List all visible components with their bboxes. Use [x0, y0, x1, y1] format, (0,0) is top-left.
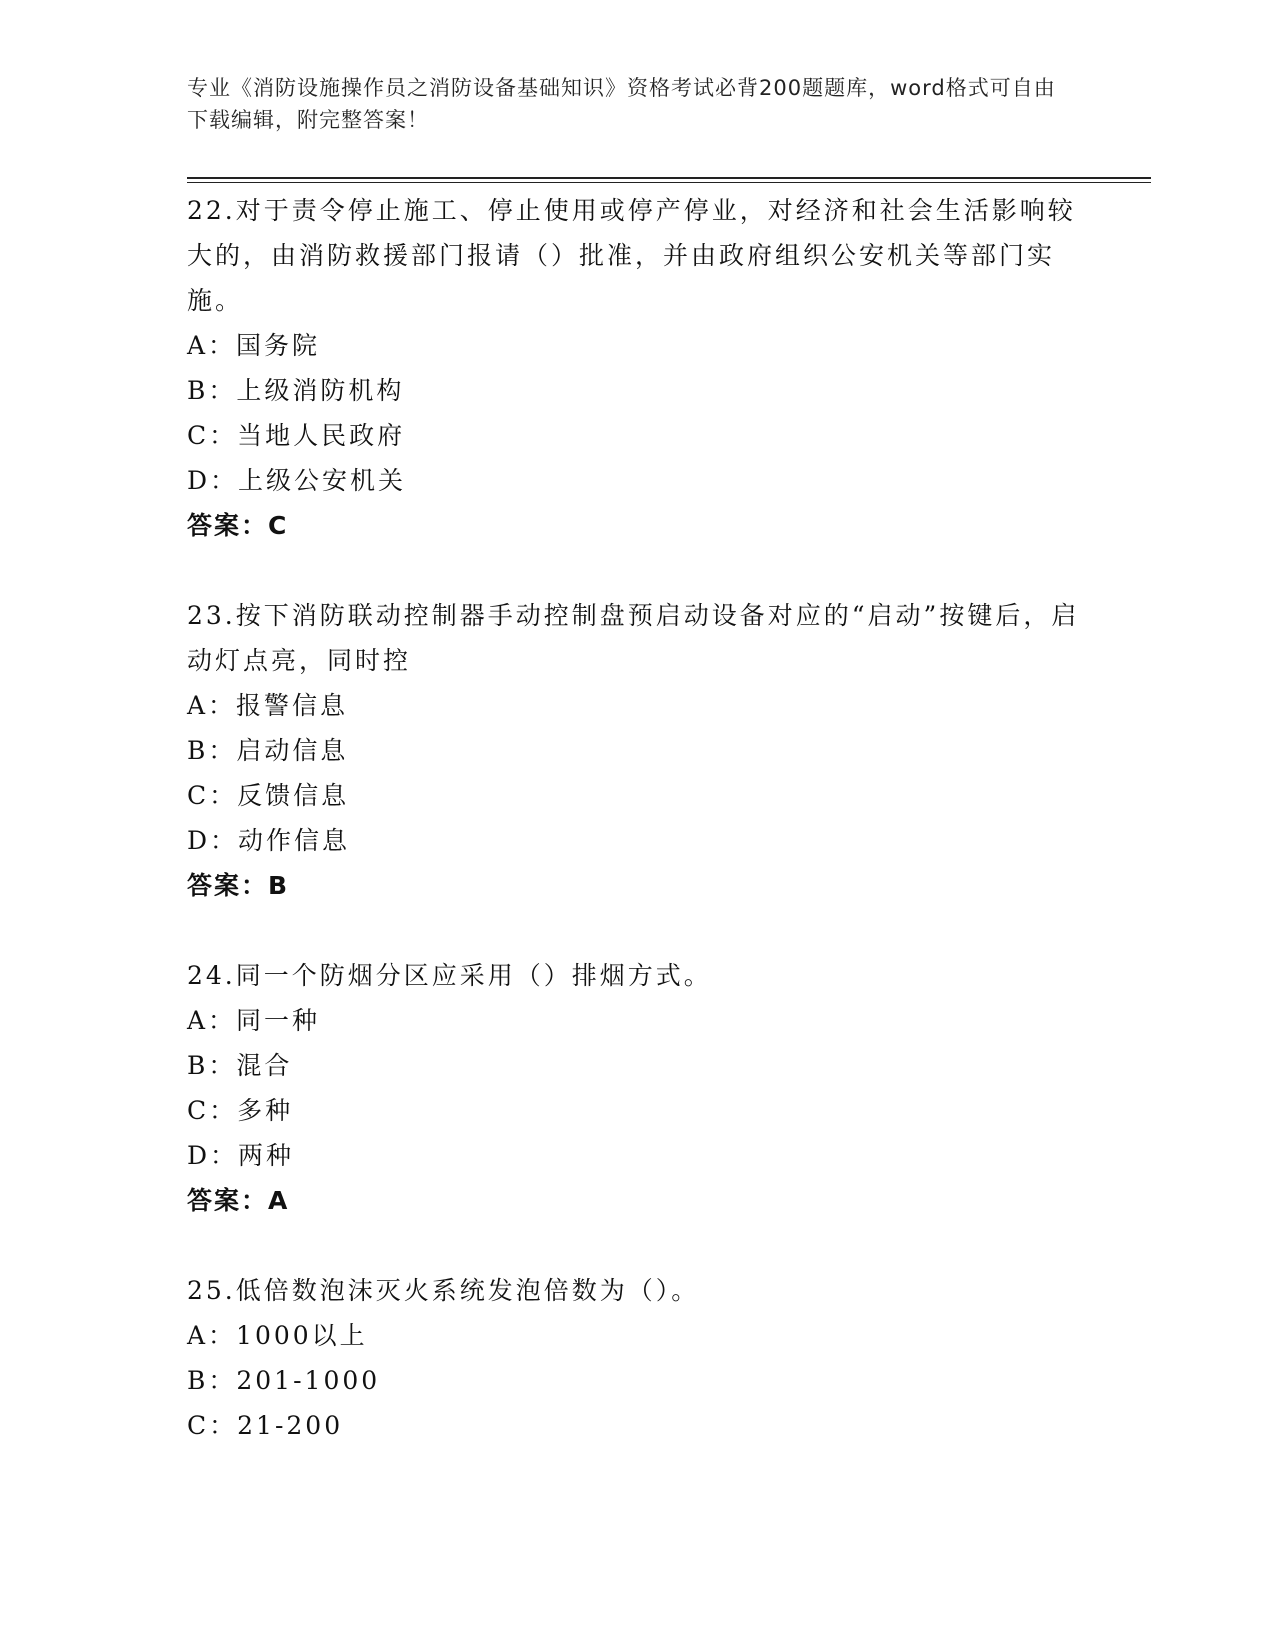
option-c: C：多种: [187, 1096, 294, 1125]
answer: 答案：B: [187, 871, 290, 900]
answer: 答案：C: [187, 511, 289, 540]
question-text: 22.对于责令停止施工、停止使用或停产停业，对经济和社会生活影响较大的，由消防救援部门报请（）批准，并由政府组织公安机关等部门实施。: [187, 196, 1076, 315]
option-b: B：上级消防机构: [187, 376, 405, 405]
header-rule-thin: [187, 182, 1151, 183]
question-22: [187, 188, 1087, 548]
option-a: A：国务院: [187, 331, 321, 360]
question-25: [187, 1268, 1087, 1448]
option-b: B：混合: [187, 1051, 293, 1080]
option-a: A：报警信息: [187, 691, 349, 720]
answer: 答案：A: [187, 1186, 290, 1215]
option-a: A：同一种: [187, 1006, 321, 1035]
question-text: 25.低倍数泡沫灭火系统发泡倍数为（）。: [187, 1276, 700, 1305]
option-c: C：当地人民政府: [187, 421, 406, 450]
question-list: [187, 188, 1087, 1493]
option-d: D：两种: [187, 1141, 295, 1170]
question-23: [187, 593, 1087, 908]
option-b: B：201-1000: [187, 1366, 381, 1395]
option-d: D：上级公安机关: [187, 466, 407, 495]
header-rule-thick: [187, 177, 1151, 179]
option-c: C：21-200: [187, 1411, 344, 1440]
option-b: B：启动信息: [187, 736, 349, 765]
question-text: 24.同一个防烟分区应采用（）排烟方式。: [187, 961, 712, 990]
question-text: 23.按下消防联动控制器手动控制盘预启动设备对应的“启动”按键后，启动灯点亮，同时控: [187, 601, 1080, 675]
question-24: [187, 953, 1087, 1223]
option-c: C：反馈信息: [187, 781, 350, 810]
document-header: 专业《消防设施操作员之消防设备基础知识》资格考试必背200题题库，word格式可自由下载编辑，附完整答案！: [187, 76, 1056, 132]
option-a: A：1000以上: [187, 1321, 368, 1350]
option-d: D：动作信息: [187, 826, 351, 855]
